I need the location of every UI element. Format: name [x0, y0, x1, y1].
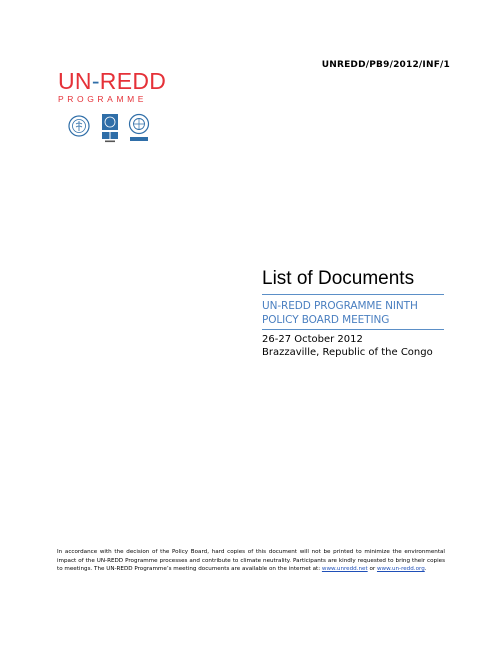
footer-note: [57, 548, 445, 574]
un-redd-logo: [58, 70, 178, 104]
page-title: List of Documents: [262, 268, 415, 289]
partner-emblems: [68, 113, 168, 153]
unep-emblem-icon: [128, 113, 150, 143]
meeting-line-1: UN-REDD PROGRAMME NINTH: [262, 300, 418, 312]
undp-emblem-icon: [101, 113, 119, 143]
title-divider: [262, 294, 444, 295]
meeting-place: Brazzaville, Republic of the Congo: [262, 347, 433, 358]
footer-or: or: [369, 566, 376, 573]
footer-text: In accordance with the decision of the Policy Board, hard copies of this document will not be printed to minimize the environmental impact of the UN-REDD Programme processes and contribute to climate neutrality. Participants are kindly requested to bring their copies to meetings. The UN-REDD Programme’s meeting documents are available on the internet at:: [57, 549, 445, 573]
logo-dash: -: [91, 68, 100, 94]
meeting-divider: [262, 329, 444, 330]
link-un-redd-org[interactable]: www.un-redd.org: [376, 566, 425, 573]
meeting-date: 26-27 October 2012: [262, 334, 363, 345]
logo-redd: REDD: [99, 68, 167, 94]
document-reference: UNREDD/PB9/2012/INF/1: [321, 60, 450, 70]
link-unredd-net[interactable]: www.unredd.net: [321, 566, 368, 573]
meeting-name: [262, 299, 444, 327]
title-block: [262, 268, 444, 359]
logo-un: UN: [58, 68, 92, 94]
logo-subtitle: PROGRAMME: [58, 94, 148, 104]
fao-emblem-icon: [68, 115, 90, 137]
logo-title: [58, 70, 178, 93]
meeting-line-2: POLICY BOARD MEETING: [262, 314, 390, 326]
footer-end: .: [424, 566, 427, 573]
